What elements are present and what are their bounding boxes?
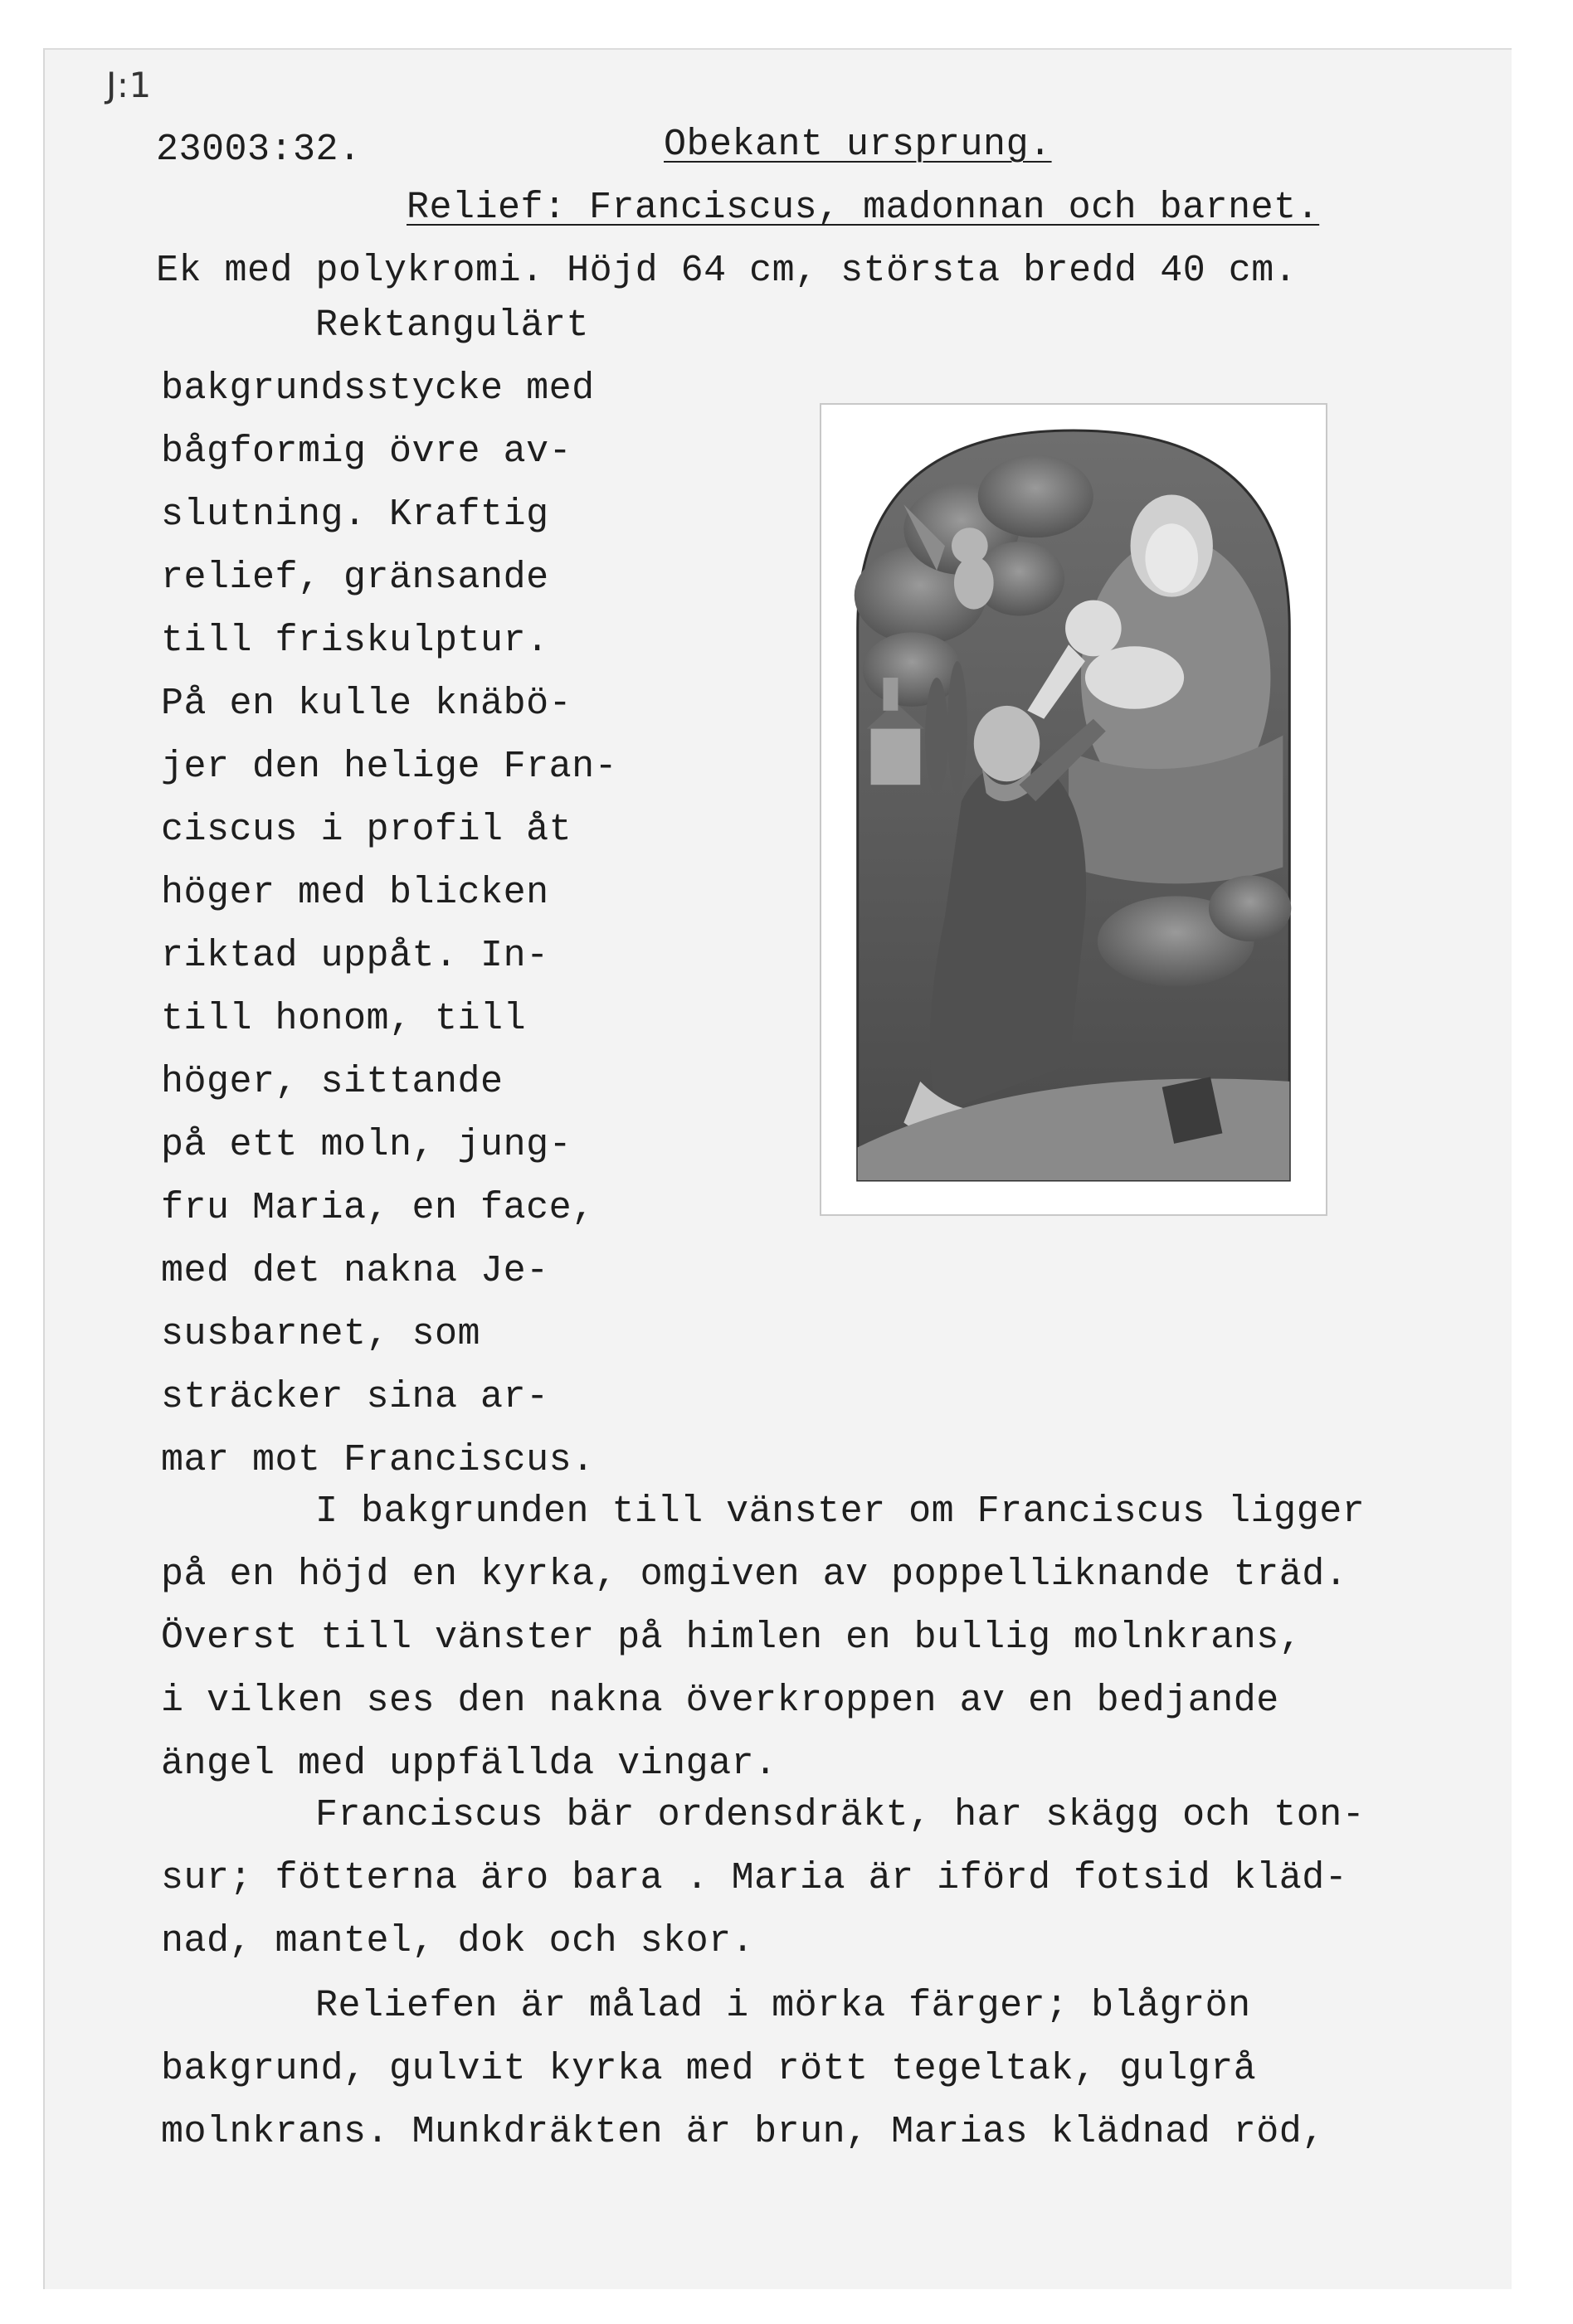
title-heading: Relief: Franciscus, madonnan och barnet. [407, 187, 1320, 229]
text-line: riktad uppåt. In- [161, 935, 549, 977]
text-line: ängel med uppfällda vingar. [161, 1743, 777, 1785]
handwritten-mark: J:1 [106, 65, 152, 105]
text-line: på ett moln, jung- [161, 1124, 572, 1166]
text-line: jer den helige Fran- [161, 746, 618, 788]
text-line: sträcker sina ar- [161, 1376, 549, 1418]
text-line: I bakgrunden till vänster om Franciscus ligger [315, 1490, 1366, 1533]
text-line: till friskulptur. [161, 620, 549, 662]
text-line: med det nakna Je- [161, 1250, 549, 1292]
origin-heading: Obekant ursprung. [664, 124, 1052, 166]
text-line: bågformig övre av- [161, 430, 572, 473]
text-line: susbarnet, som [161, 1313, 481, 1355]
text-line: Reliefen är målad i mörka färger; blågrön [315, 1985, 1251, 2027]
relief-illustration [821, 405, 1326, 1214]
text-line: sur; fötterna äro bara . Maria är iförd fotsid kläd- [161, 1857, 1348, 1899]
text-line: till honom, till [161, 998, 527, 1040]
relief-photograph [820, 403, 1327, 1216]
material-line: Ek med polykromi. Höjd 64 cm, största bredd 40 cm. [156, 250, 1298, 292]
text-line: relief, gränsande [161, 557, 549, 599]
text-line: höger, sittande [161, 1061, 504, 1103]
text-line: slutning. Kraftig [161, 493, 549, 536]
text-line: mar mot Franciscus. [161, 1439, 595, 1481]
text-line: Rektangulärt [315, 304, 590, 347]
text-line: molnkrans. Munkdräkten är brun, Marias klädnad röd, [161, 2111, 1325, 2153]
text-line: nad, mantel, dok och skor. [161, 1920, 755, 1962]
text-line: höger med blicken [161, 872, 549, 914]
text-line: På en kulle knäbö- [161, 683, 572, 725]
text-line: ciscus i profil åt [161, 809, 572, 851]
text-line: på en höjd en kyrka, omgiven av poppelliknande träd. [161, 1553, 1348, 1596]
text-line: fru Maria, en face, [161, 1187, 595, 1229]
catalog-number: 23003:32. [156, 129, 362, 171]
text-line: Överst till vänster på himlen en bullig molnkrans, [161, 1617, 1303, 1659]
text-line: i vilken ses den nakna överkroppen av en bedjande [161, 1680, 1279, 1722]
text-line: bakgrund, gulvit kyrka med rött tegeltak, gulgrå [161, 2048, 1257, 2090]
text-line: bakgrundsstycke med [161, 367, 595, 410]
text-line: Franciscus bär ordensdräkt, har skägg och ton- [315, 1794, 1366, 1836]
